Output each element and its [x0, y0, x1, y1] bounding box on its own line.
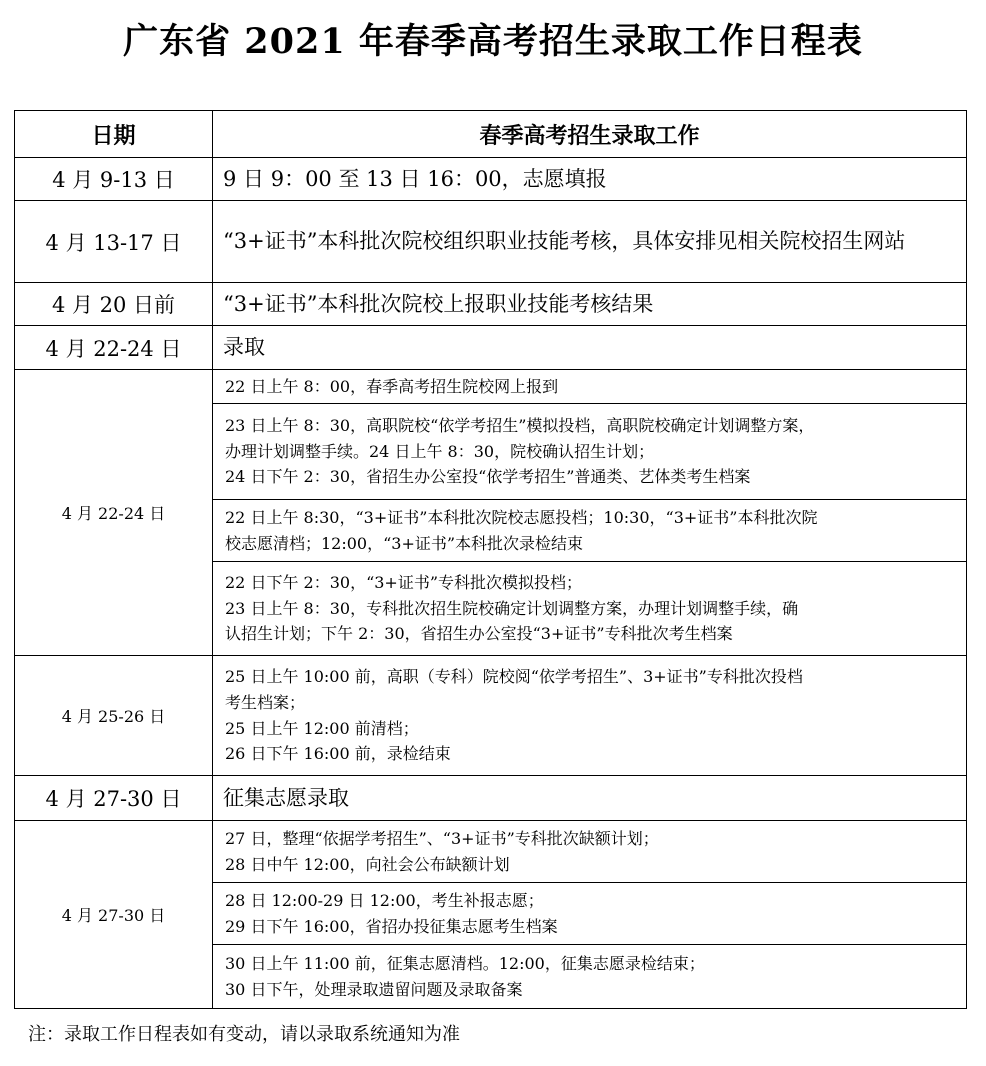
table-row: [15, 656, 967, 776]
work-cell: [213, 370, 967, 404]
work-line: 考生档案；: [225, 692, 306, 712]
work-line: 30 日上午 11:00 前，征集志愿清档。12:00，征集志愿录检结束；: [225, 953, 705, 973]
date-cell: 4 月 27-30 日: [15, 821, 213, 1009]
date-cell: 4 月 9-13 日: [15, 158, 213, 201]
work-line: 30 日下午，处理录取遗留问题及录取备案: [225, 979, 523, 999]
work-line: 25 日上午 10:00 前，高职（专科）院校阅“依学考招生”、3+证书”专科批次投档: [225, 666, 803, 686]
work-line: 24 日下午 2：30，省招生办公室投“依学考招生”普通类、艺体类考生档案: [225, 467, 751, 487]
work-text: “3+证书”本科批次院校上报职业技能考核结果: [223, 291, 654, 316]
table-row: [15, 776, 967, 821]
page-title: 广东省 2021 年春季高考招生录取工作日程表: [123, 21, 863, 62]
work-cell: [213, 326, 967, 370]
header-date: 日期: [15, 111, 213, 158]
work-cell: [213, 500, 967, 562]
work-line: 认招生计划；下午 2：30，省招生办公室投“3+证书”专科批次考生档案: [225, 624, 733, 644]
work-line: 28 日中午 12:00，向社会公布缺额计划: [225, 854, 510, 874]
table-row: [15, 158, 967, 201]
footnote: 注：录取工作日程表如有变动，请以录取系统通知为准: [28, 1024, 460, 1045]
date-cell: 4 月 25-26 日: [15, 656, 213, 776]
table-row: [15, 283, 967, 326]
work-text: 征集志愿录取: [223, 785, 349, 810]
date-cell: 4 月 22-24 日: [15, 370, 213, 656]
work-text: 录取: [223, 335, 265, 360]
work-cell: [213, 821, 967, 883]
work-line: 23 日上午 8：30，高职院校“依学考招生”模拟投档，高职院校确定计划调整方案，: [225, 415, 815, 435]
work-cell: [213, 656, 967, 776]
work-cell: [213, 945, 967, 1009]
work-line: 校志愿清档；12:00，“3+证书”本科批次录检结束: [225, 533, 584, 553]
work-cell: [213, 201, 967, 283]
work-line: 29 日下午 16:00，省招办投征集志愿考生档案: [225, 916, 558, 936]
date-cell: 4 月 20 日前: [15, 283, 213, 326]
work-cell: [213, 562, 967, 656]
work-line: 22 日上午 8：00，春季高考招生院校网上报到: [225, 376, 559, 396]
table-header-row: [15, 111, 967, 158]
work-line: 23 日上午 8：30，专科批次招生院校确定计划调整方案，办理计划调整手续，确: [225, 598, 799, 618]
work-line: 22 日下午 2：30，“3+证书”专科批次模拟投档；: [225, 572, 583, 592]
work-line: 28 日 12:00-29 日 12:00，考生补报志愿；: [225, 890, 544, 910]
table-row: [15, 326, 967, 370]
date-cell: 4 月 13-17 日: [15, 201, 213, 283]
work-line: 26 日下午 16:00 前，录检结束: [225, 744, 451, 764]
work-line: 办理计划调整手续。24 日上午 8：30，院校确认招生计划；: [225, 441, 655, 461]
work-cell: [213, 158, 967, 201]
work-line: 22 日上午 8:30，“3+证书”本科批次院校志愿投档；10:30，“3+证书”本科批次院: [225, 507, 818, 527]
work-text: “3+证书”本科批次院校组织职业技能考核，具体安排见相关院校招生网站: [223, 229, 906, 254]
work-cell: [213, 283, 967, 326]
table-row: [15, 201, 967, 283]
header-work: 春季高考招生录取工作: [213, 111, 967, 158]
table-row: [15, 370, 967, 404]
work-text: 9 日 9：00 至 13 日 16：00，志愿填报: [223, 166, 607, 191]
date-cell: 4 月 22-24 日: [15, 326, 213, 370]
table-row: [15, 821, 967, 883]
date-cell: 4 月 27-30 日: [15, 776, 213, 821]
work-cell: [213, 883, 967, 945]
work-cell: [213, 404, 967, 500]
work-line: 27 日，整理“依据学考招生”、“3+证书”专科批次缺额计划；: [225, 828, 659, 848]
work-cell: [213, 776, 967, 821]
work-line: 25 日上午 12:00 前清档；: [225, 718, 419, 738]
schedule-table: [14, 110, 967, 1009]
